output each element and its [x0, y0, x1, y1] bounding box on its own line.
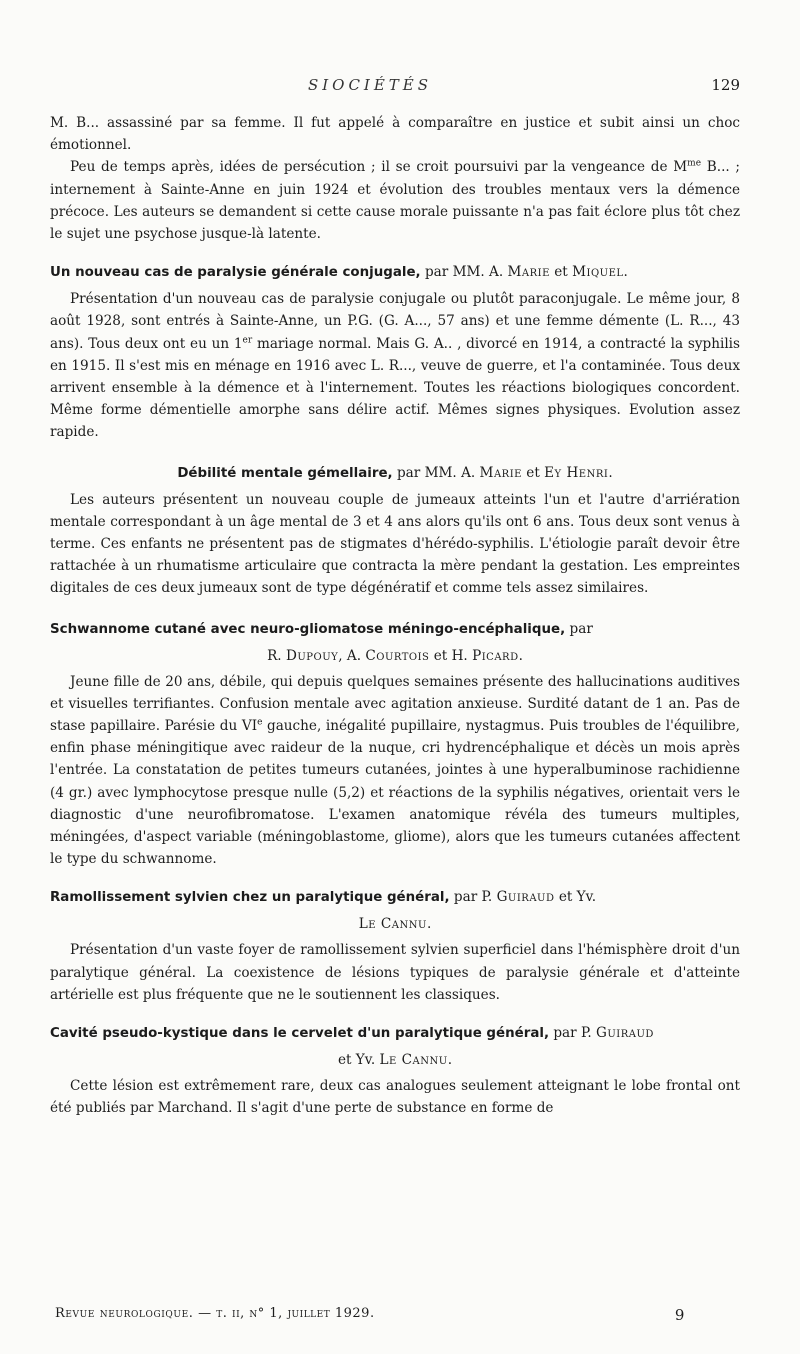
footer-journal: Revue neurologique.: [55, 1306, 194, 1321]
author-name: Le Cannu: [379, 1052, 448, 1069]
section-title: Cavité pseudo-kystique dans le cervelet d'un paralytique général,: [50, 1026, 550, 1042]
author-name: Picard: [472, 647, 519, 664]
section-text: Présentation d'un vaste foyer de ramollissement sylvien superficiel dans l'hémisphère droit d'un paralytique général. La coexistence de lésions typiques de paralysie générale et d'atteinte artérielle est plus fréquente que ne le soutiennent les classiques.: [50, 942, 740, 1003]
section-title: Débilité mentale gémellaire,: [177, 465, 393, 481]
author-name: Guiraud: [496, 889, 555, 906]
author-name: Guiraud: [596, 1025, 654, 1042]
article-body: [50, 112, 740, 1120]
section-cavite-pseudo-kystique: [50, 1022, 740, 1119]
page-number: 129: [711, 76, 740, 94]
section-heading: Ramollissement sylvien chez un paralytique général, par P. Guiraud et Yv.: [50, 889, 597, 906]
author-name: Ey Henri: [544, 464, 609, 481]
section-heading: Débilité mentale gémellaire, par MM. A. Marie et Ey Henri.: [177, 464, 613, 481]
intro-paragraph-1: M. B... assassiné par sa femme. Il fut appelé à comparaître en justice et subit ainsi un choc émotionnel.: [50, 115, 740, 154]
section-text: Cette lésion est extrêmement rare, deux cas analogues seulement atteignant le lobe frontal ont été publiés par Marchand. Il s'agit d'une perte de substance en forme de: [50, 1078, 740, 1117]
section-authors: R. Dupouy, A. Courtois et H. Picard.: [267, 647, 523, 664]
section-text: Jeune fille de 20 ans, débile, qui depuis quelques semaines présente des hallucinations auditives et visuelles terrifiantes. Confusion mentale avec agitation anxieuse. Surdité datant de 1 an. Pas de stase papillaire. Parésie du VIe gauche, inégalité pupillaire, nystagmus. Puis troubles de l'équilibre, enfin phase méningitique avec raideur de la nuque, cri hydrencéphalique et décès un mois après l'entrée. La constatation de petites tumeurs cutanées, jointes à une hyperalbuminose rachidienne (4 gr.) avec lymphocytose presque nulle (5,2) et réactions de la syphilis négatives, orientait vers le diagnostic d'une neurofibromatose. L'examen anatomique révéla des tumeurs multiples, méningées, d'aspect variable (méningoblastome, gliome), alors que les tumeurs cutanées affectent le type du schwannome.: [50, 673, 740, 868]
section-title: Un nouveau cas de paralysie générale conjugale,: [50, 265, 421, 281]
section-schwannome: [50, 618, 740, 871]
section-heading: Schwannome cutané avec neuro-gliomatose méningo-encéphalique, par: [50, 620, 593, 637]
intro-paragraph-2: Peu de temps après, idées de persécution ; il se croit poursuivi par la vengeance de $M^{me}$ B... ; internement à Sainte-Anne en juin 1924 et évolution des troubles mentaux vers la démence précoce. Les auteurs se demandent si cette cause morale puissante n'a pas fait éclore plus tôt chez le sujet une psychose jusque-là latente.: [50, 158, 740, 243]
author-name: Marie: [507, 264, 550, 281]
section-text: Les auteurs présentent un nouveau couple de jumeaux atteints l'un et l'autre d'arriération mentale correspondant à un âge mental de 3 et 4 ans alors qu'ils ont 6 ans. Tous deux sont venus à terme. Ces enfants ne présentent pas de stigmates d'hérédo-syphilis. L'étiologie paraît devoir être rattachée à un rhumatisme articulaire que contracta la mère pendant la gestation. Les empreintes digitales de ces deux jumeaux sont de type dégénératif et comme tels assez similaires.: [50, 491, 740, 597]
running-title: SIOCIÉTÉS: [307, 76, 433, 94]
section-paralysie-conjugale: [50, 261, 740, 443]
section-ramollissement-sylvien: [50, 886, 740, 1006]
section-authors: et Yv. Le Cannu.: [337, 1052, 453, 1069]
running-head: [0, 76, 800, 100]
section-title: Ramollissement sylvien chez un paralytique général,: [50, 890, 450, 906]
section-heading: Cavité pseudo-kystique dans le cervelet d'un paralytique général, par P. Guiraud: [50, 1025, 654, 1042]
author-name: Marie: [479, 464, 522, 481]
footer-issue: — t. ii, n° 1, juillet 1929.: [193, 1306, 375, 1321]
section-authors: Le Cannu.: [358, 916, 432, 933]
section-text: Présentation d'un nouveau cas de paralysie conjugale ou plutôt paraconjugale. Le même jour, 8 août 1928, sont entrés à Sainte-Anne, un P.G. (G. A..., 57 ans) et une femme démente (L. R..., 43 ans). Tous deux ont eu un 1er mariage normal. Mais G. A.. , divorcé en 1914, a contracté la syphilis en 1915. Il s'est mis en ménage en 1916 avec L. R..., veuve de guerre, et l'a contaminée. Tous deux arrivent ensemble à la démence et à l'internement. Toutes les réactions biologiques concordent. Même forme démentielle amorphe sans délire actif. Mêmes signes physiques. Evolution assez rapide.: [50, 291, 740, 441]
footer-signature: 9: [674, 1306, 685, 1324]
section-debilite-gemellaire: [50, 462, 740, 600]
page-footer: [55, 1306, 685, 1324]
section-title: Schwannome cutané avec neuro-gliomatose méningo-encéphalique,: [50, 621, 566, 637]
section-heading: Un nouveau cas de paralysie générale conjugale, par MM. A. Marie et Miquel.: [50, 264, 628, 281]
author-name: Dupouy: [285, 647, 339, 664]
author-name: Miquel: [572, 264, 624, 281]
author-name: Le Cannu: [358, 916, 427, 933]
author-name: Courtois: [365, 647, 430, 664]
